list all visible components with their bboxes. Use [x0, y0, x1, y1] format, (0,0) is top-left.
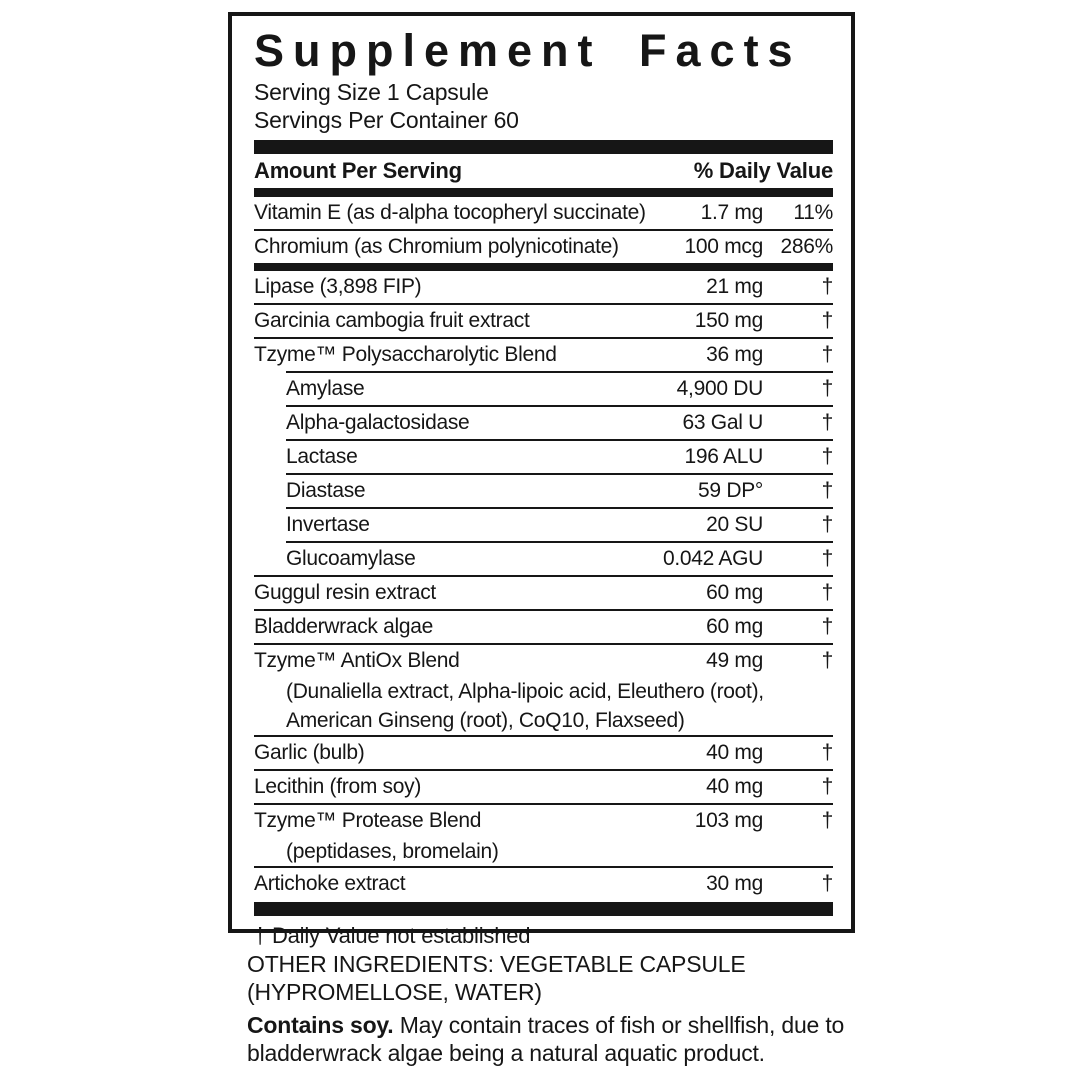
ingredient-name: Garcinia cambogia fruit extract	[254, 309, 530, 332]
ingredient-name: Invertase	[286, 513, 370, 536]
ingredient-amount: 30 mg	[706, 872, 763, 895]
ingredient-amount: 40 mg	[706, 775, 763, 798]
ingredient-row	[254, 837, 833, 866]
ingredient-daily-value: †	[821, 775, 833, 798]
ingredient-name: Alpha-galactosidase	[286, 411, 470, 434]
ingredient-row	[286, 439, 833, 473]
panel-title: Supplement Facts	[254, 25, 802, 76]
ingredient-name: Amylase	[286, 377, 365, 400]
ingredient-name: Garlic (bulb)	[254, 741, 365, 764]
amount-per-serving-header: Amount Per Serving	[254, 158, 462, 183]
ingredient-row	[254, 197, 833, 229]
ingredient-row	[286, 405, 833, 439]
below-panel-text	[247, 950, 862, 1067]
allergen-line-2: bladderwrack algae being a natural aquatic product.	[247, 1040, 765, 1066]
ingredient-daily-value: 286%	[780, 235, 833, 258]
ingredient-amount: 36 mg	[706, 343, 763, 366]
divider-bar-under-header	[254, 188, 833, 197]
ingredient-amount: 20 SU	[706, 513, 763, 536]
ingredient-daily-value: †	[821, 649, 833, 672]
other-ingredients-line-2: (HYPROMELLOSE, WATER)	[247, 979, 542, 1005]
ingredient-amount: 4,900 DU	[676, 377, 763, 400]
supplement-facts-panel	[228, 12, 855, 948]
ingredient-amount: 60 mg	[706, 615, 763, 638]
ingredient-name: (peptidases, bromelain)	[286, 840, 499, 863]
ingredient-name: American Ginseng (root), CoQ10, Flaxseed)	[286, 709, 685, 732]
ingredient-row	[254, 271, 833, 303]
ingredient-amount: 1.7 mg	[700, 201, 763, 224]
ingredient-row	[254, 303, 833, 337]
ingredient-name: Lipase (3,898 FIP)	[254, 275, 422, 298]
ingredient-row	[254, 643, 833, 677]
daily-value-footnote: † Daily Value not established	[254, 923, 531, 948]
divider-bar-top	[254, 140, 833, 154]
ingredient-daily-value: 11%	[793, 201, 833, 224]
ingredient-amount: 59 DP°	[698, 479, 763, 502]
ingredient-daily-value: †	[821, 513, 833, 536]
ingredient-daily-value: †	[821, 275, 833, 298]
divider-bar-bottom	[254, 902, 833, 916]
ingredient-name: Glucoamylase	[286, 547, 416, 570]
ingredient-row	[286, 473, 833, 507]
other-ingredients-line-1: OTHER INGREDIENTS: VEGETABLE CAPSULE	[247, 951, 746, 977]
ingredient-name: Lactase	[286, 445, 358, 468]
ingredient-row	[254, 706, 833, 735]
ingredient-name: Guggul resin extract	[254, 581, 436, 604]
ingredient-name: Bladderwrack algae	[254, 615, 434, 638]
ingredient-name: (Dunaliella extract, Alpha-lipoic acid, Eleuthero (root),	[286, 680, 764, 703]
ingredient-amount: 60 mg	[706, 581, 763, 604]
allergen-statement	[247, 1011, 862, 1067]
ingredient-name: Tzyme™ AntiOx Blend	[254, 649, 460, 672]
ingredient-amount: 40 mg	[706, 741, 763, 764]
ingredient-name: Diastase	[286, 479, 366, 502]
ingredient-row	[254, 735, 833, 769]
ingredient-row	[286, 541, 833, 575]
ingredient-row	[286, 371, 833, 405]
ingredient-row	[254, 866, 833, 900]
ingredient-daily-value: †	[821, 615, 833, 638]
ingredient-row	[254, 769, 833, 803]
ingredient-name: Chromium (as Chromium polynicotinate)	[254, 235, 619, 258]
ingredient-daily-value: †	[821, 343, 833, 366]
ingredient-daily-value: †	[821, 377, 833, 400]
ingredient-name: Lecithin (from soy)	[254, 775, 422, 798]
ingredient-amount: 0.042 AGU	[662, 547, 763, 570]
ingredient-amount: 21 mg	[706, 275, 763, 298]
daily-value-header: % Daily Value	[693, 158, 833, 183]
ingredient-amount: 196 ALU	[684, 445, 763, 468]
ingredient-daily-value: †	[821, 581, 833, 604]
ingredient-row	[254, 337, 833, 371]
ingredient-row	[254, 803, 833, 837]
ingredient-name: Tzyme™ Protease Blend	[254, 809, 482, 832]
ingredient-name: Vitamin E (as d-alpha tocopheryl succinate)	[254, 201, 646, 224]
ingredient-row	[254, 575, 833, 609]
ingredient-row	[254, 229, 833, 263]
ingredient-daily-value: †	[821, 309, 833, 332]
nutrient-rows-section	[254, 197, 833, 263]
ingredient-row	[286, 507, 833, 541]
ingredient-rows-section	[254, 271, 833, 900]
column-header-row	[254, 154, 833, 188]
ingredient-amount: 49 mg	[706, 649, 763, 672]
ingredient-daily-value: †	[821, 547, 833, 570]
ingredient-daily-value: †	[821, 411, 833, 434]
ingredient-daily-value: †	[821, 741, 833, 764]
divider-bar-middle	[254, 263, 833, 271]
ingredient-amount: 103 mg	[694, 809, 763, 832]
servings-per-container-text: Servings Per Container 60	[254, 107, 519, 133]
ingredient-daily-value: †	[821, 479, 833, 502]
ingredient-daily-value: †	[821, 445, 833, 468]
ingredient-amount: 100 mcg	[684, 235, 763, 258]
other-ingredients-text	[247, 950, 862, 1006]
allergen-contains-soy: Contains soy.	[247, 1012, 394, 1038]
ingredient-amount: 63 Gal U	[682, 411, 763, 434]
ingredient-daily-value: †	[821, 872, 833, 895]
ingredient-row	[254, 677, 833, 706]
ingredient-name: Artichoke extract	[254, 872, 406, 895]
ingredient-row	[254, 609, 833, 643]
serving-size-text: Serving Size 1 Capsule	[254, 79, 489, 105]
ingredient-amount: 150 mg	[694, 309, 763, 332]
ingredient-daily-value: †	[821, 809, 833, 832]
allergen-line-1-rest: May contain traces of fish or shellfish, due to	[393, 1012, 845, 1038]
ingredient-name: Tzyme™ Polysaccharolytic Blend	[254, 343, 557, 366]
